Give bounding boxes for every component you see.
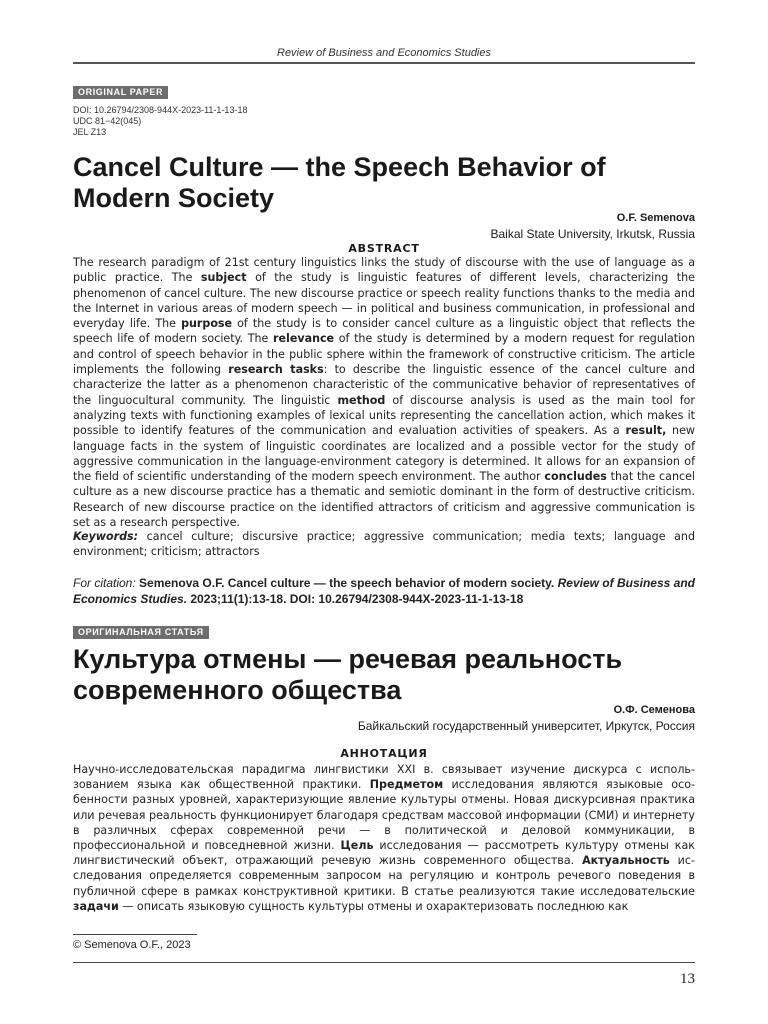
footnote-rule — [73, 934, 197, 935]
citation — [73, 575, 695, 607]
ru-abstract-segment: — описать языковую сущность культуры отмены и охарактеризовать последнюю как — [118, 899, 629, 913]
citation-journal: Review of Business and Economics Studies. — [73, 576, 695, 606]
en-title: Cancel Culture — the Speech Behavior of Modern Society — [73, 152, 606, 213]
footer-rule — [73, 962, 695, 963]
en-abstract-emphasis: purpose — [181, 317, 233, 331]
ru-abstract-emphasis: Актуальность — [582, 854, 670, 868]
en-title-block — [73, 152, 695, 214]
ru-abstract-text — [73, 763, 695, 913]
ru-abstract-emphasis: Цель — [340, 839, 374, 853]
en-abstract-segment: of the study is determined by a modern request for regulation and control of speech behavior in the public sphere within the framework of constructive criticism. The article implements the following — [73, 332, 695, 377]
citation-label: For citation: — [73, 576, 136, 590]
en-abstract-text — [73, 256, 695, 529]
ru-abstract-heading: АННОТАЦИЯ — [340, 747, 428, 760]
ru-abstract-segment: исследования — рассмотреть культуру отмены как лингвистический объект, отражающий речевую жизнь современного общества. — [73, 839, 696, 868]
copyright-note: © Semenova O.F., 2023 — [73, 939, 191, 951]
en-abstract — [73, 255, 695, 530]
doi-line: DOI: 10.26794/2308-944X-2023-11-1-13-18 — [73, 105, 248, 115]
en-meta — [73, 105, 695, 138]
ru-abstract — [73, 762, 695, 914]
en-abstract-emphasis: method — [337, 393, 386, 407]
en-abstract-emphasis: concludes — [544, 470, 607, 484]
ru-abstract-emphasis: Предметом — [369, 778, 444, 792]
ru-label-row — [73, 620, 695, 639]
header-rule — [73, 62, 695, 64]
ru-title-block — [73, 644, 695, 706]
en-author: O.F. Semenova — [616, 212, 695, 224]
en-abstract-segment: : to describe the linguistic essence of the cancel culture and characterize the latter as a phenomenon characteristic of the communicative behavior of representatives of the linguocultural community. The linguistic — [73, 363, 695, 407]
en-keywords — [73, 529, 695, 560]
en-affiliation: Baikal State University, Irkutsk, Russia — [490, 227, 695, 241]
original-article-badge-ru: ОРИГИНАЛЬНАЯ СТАТЬЯ — [73, 626, 209, 639]
en-abstract-segment: of the study is to consider cancel culture as a linguistic object that reflects the speech life of modern society. The — [73, 317, 695, 346]
keywords-text: cancel culture; discursive practice; aggressive communication; media texts; language and environment; criticism; attractors — [73, 530, 695, 559]
page-number: 13 — [680, 971, 695, 987]
en-abstract-segment: of discourse analysis is used as the main tool for analyzing texts with functioning examples of lexical units representing the cancellation action, which makes it possible to identify features of the communication and evaluation activities of speakers. As a — [73, 393, 695, 438]
en-abstract-emphasis: result, — [625, 424, 667, 438]
keywords-label: Keywords: — [73, 530, 139, 543]
ru-abstract-segment: исследования являются языковые особенности разных уровней, характеризующие явление культуры отмены. Новая дискурсивная практика или речевая реальность функционирует благодаря средствам массовой информации (СМИ) и интернету в различных сферах современной речи — в политической и деловой коммуникации, в профессиональной и повседневной жизни. — [73, 778, 695, 853]
en-abstract-segment: new language facts in the system of linguistic coordinates are localized and a possible vector for the study of aggressive communication in the language-environment category is determined. It allows for an expansion of the field of scientific understanding of the modern speech environment. The author — [73, 424, 695, 484]
en-author-block — [73, 210, 695, 242]
ru-title: Культура отмены — речевая реальность современного общества — [73, 644, 623, 705]
en-label-row — [73, 80, 695, 99]
ru-abstract-segment: исследования определяется современным запросом на регуляцию и контроль речевого поведения в публичной сфере в рамках конструктивной критики. В статье реализуются такие исследовательские — [73, 854, 695, 898]
en-abstract-emphasis: relevance — [273, 332, 335, 346]
en-abstract-segment: The research paradigm of 21st century linguistics links the study of discourse with the use of language as a public practice. The — [73, 256, 695, 285]
en-abstract-emphasis: subject — [200, 271, 247, 285]
ru-affiliation: Байкальский государственный университет, Иркутск, Россия — [357, 719, 695, 733]
jel-line: JEL Z13 — [73, 127, 107, 137]
en-abstract-segment: of the study is linguistic features of different levels, characterizing the phenomenon of cancel culture. The new discourse practice or speech reality functions thanks to the media and the Internet in various areas of modern speech — in political and business communication, in professional and everyday life. The — [73, 271, 695, 331]
journal-header: Review of Business and Economics Studies — [277, 47, 491, 59]
ru-author-block — [73, 702, 695, 734]
udc-line: UDC 81−42(045) — [73, 116, 142, 126]
ru-author: О.Ф. Семенова — [613, 704, 695, 716]
en-abstract-heading: ABSTRACT — [348, 242, 420, 255]
original-paper-badge: ORIGINAL PAPER — [73, 86, 168, 99]
ru-abstract-segment: Научно-исследовательская парадигма лингвистики XXI в. связывает изучение дискурса с использованием языка как общественной практики. — [73, 763, 695, 792]
ru-abstract-emphasis: задачи — [73, 899, 119, 913]
citation-main: Semenova O.F. Cancel culture — the speech behavior of modern society. — [135, 576, 558, 590]
en-abstract-segment: that the cancel culture as a new discourse practice has a thematic and semiotic dominant in the form of destructive criticism. Research of new discourse practice on the identified attractors of criticism and aggressive communication is set as a research perspective. — [73, 470, 695, 530]
en-abstract-emphasis: research tasks — [228, 363, 324, 377]
citation-tail: 2023;11(1):13-18. DOI: 10.26794/2308-944X-2023-11-1-13-18 — [187, 592, 524, 606]
